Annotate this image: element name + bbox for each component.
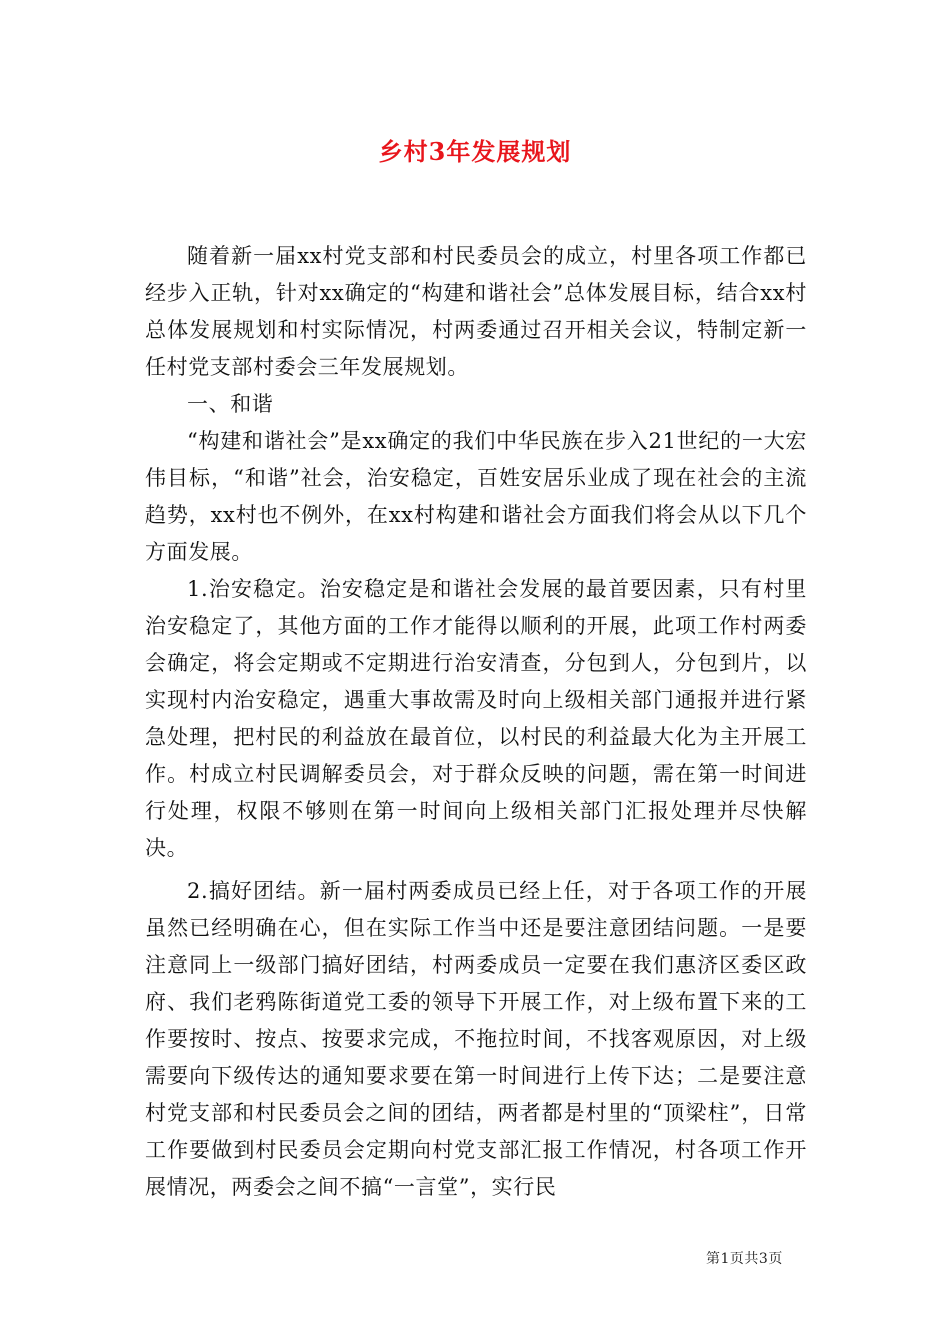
security-stability-paragraph: 1.治安稳定。治安稳定是和谐社会发展的最首要因素，只有村里治安稳定了，其他方面的工作才能得以顺利的开展，此项工作村两委会确定，将会定期或不定期进行治安清查，分包到人，分包到片，以实现村内治安稳定，遇重大事故需及时向上级相关部门通报并进行紧急处理，把村民的利益放在最首位，以村民的利益最大化为主开展工作。村成立村民调解委员会，对于群众反映的问题，需在第一时间进行处理，权限不够则在第一时间向上级相关部门汇报处理并尽快解决。 xyxy=(145,577,807,860)
document-body xyxy=(145,238,807,1206)
intro-paragraph: 随着新一届xx村党支部和村民委员会的成立，村里各项工作都已经步入正轨，针对xx确定的“构建和谐社会”总体发展目标，结合xx村总体发展规划和村实际情况，村两委通过召开相关会议，特制定新一任村党支部村委会三年发展规划。 xyxy=(145,244,807,379)
section-heading-harmony: 一、和谐 xyxy=(187,392,274,416)
harmony-paragraph: “构建和谐社会”是xx确定的我们中华民族在步入21世纪的一大宏伟目标，“和谐”社会，治安稳定，百姓安居乐业成了现在社会的主流趋势，xx村也不例外，在xx村构建和谐社会方面我们将会从以下几个方面发展。 xyxy=(145,429,807,564)
unity-paragraph: 2.搞好团结。新一届村两委成员已经上任，对于各项工作的开展虽然已经明确在心，但在实际工作当中还是要注意团结问题。一是要注意同上一级部门搞好团结，村两委成员一定要在我们惠济区委区政府、我们老鸦陈街道党工委的领导下开展工作，对上级布置下来的工作要按时、按点、按要求完成，不拖拉时间，不找客观原因，对上级需要向下级传达的通知要求要在第一时间进行上传下达；二是要注意村党支部和村民委员会之间的团结，两者都是村里的“顶梁柱”，日常工作要做到村民委员会定期向村党支部汇报工作情况，村各项工作开展情况，两委会之间不搞“一言堂”，实行民 xyxy=(145,879,807,1199)
page-title: 乡村3年发展规划 xyxy=(378,137,572,166)
page-number-footer: 第1页共3页 xyxy=(706,1251,783,1267)
